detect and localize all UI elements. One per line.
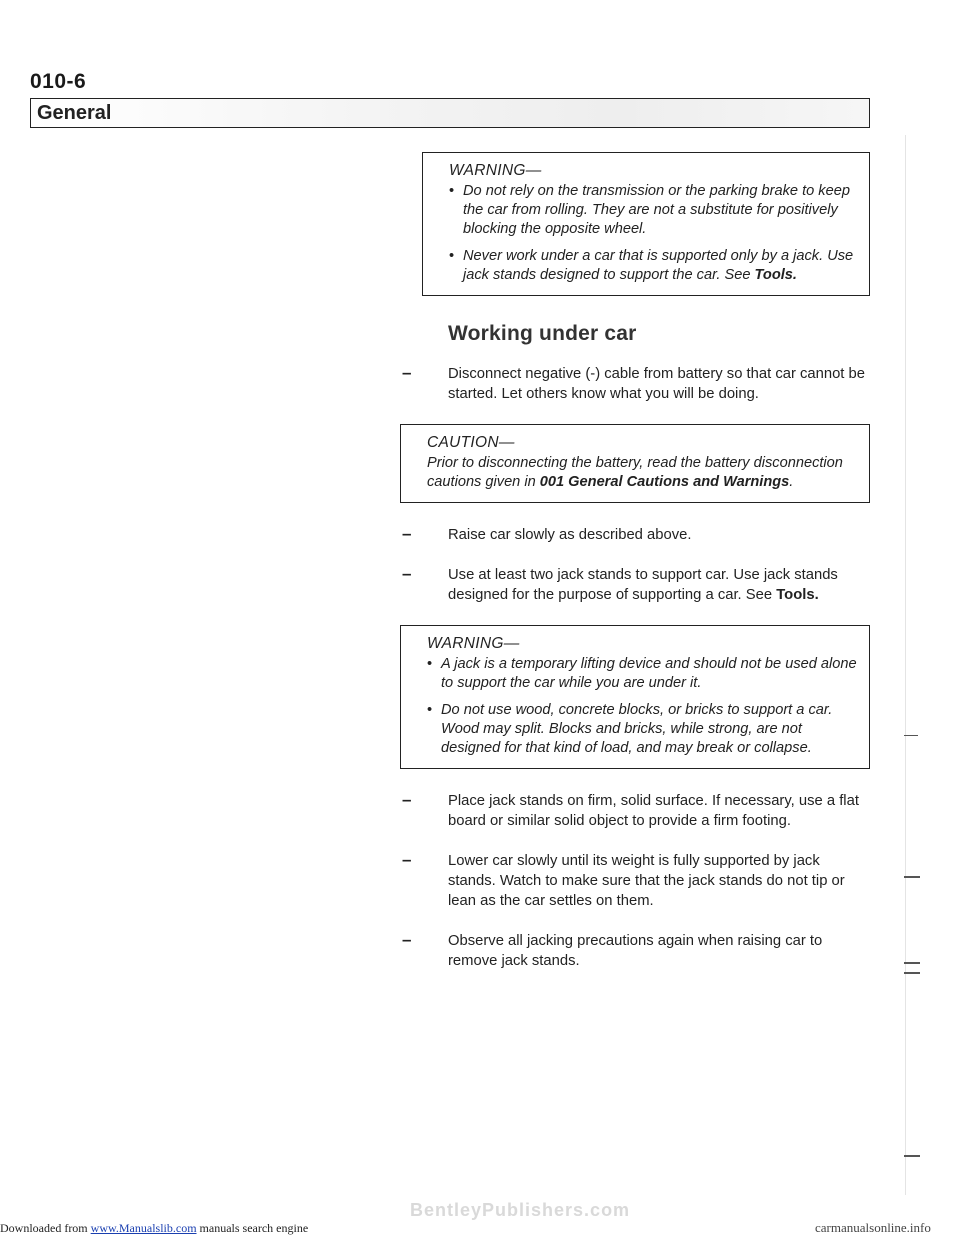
- warning-box-2: [400, 625, 870, 769]
- section-header-label: General: [37, 102, 112, 124]
- tools-reference: Tools.: [776, 587, 819, 603]
- edge-mark: [904, 962, 920, 964]
- procedure-step: – Observe all jacking precautions again when raising car to remove jack stands.: [400, 931, 870, 971]
- procedure-step: – Place jack stands on firm, solid surface. If necessary, use a flat board or similar solid object to provide a firm footing.: [400, 791, 870, 831]
- edge-mark: [904, 735, 918, 736]
- warning-bullet: • A jack is a temporary lifting device and should not be used alone to support the car while you are under it.: [441, 655, 859, 693]
- cautions-reference: 001 General Cautions and Warnings: [539, 474, 790, 490]
- section-title: Working under car: [448, 322, 637, 345]
- section-header-bar: [30, 98, 870, 128]
- warning-bullet: • Never work under a car that is supported only by a jack. Use jack stands designed to support the car. See Tools.: [463, 247, 859, 285]
- edge-mark: [904, 972, 920, 974]
- warning-list: [449, 182, 859, 285]
- procedure-step: – Lower car slowly until its weight is fully supported by jack stands. Watch to make sure that the jack stands do not tip or lean as the car settles on them.: [400, 851, 870, 911]
- procedure-step: – Use at least two jack stands to support car. Use jack stands designed for the purpose of supporting a car. See Tools.: [400, 565, 870, 605]
- warning-title: WARNING—: [449, 162, 542, 179]
- edge-mark: [904, 876, 920, 878]
- warning-list: [427, 655, 859, 758]
- warning-box-1: [422, 152, 870, 296]
- publisher-watermark: BentleyPublishers.com: [410, 1200, 631, 1220]
- caution-title: CAUTION—: [427, 434, 515, 451]
- page-content: [400, 152, 870, 991]
- warning-bullet: • Do not use wood, concrete blocks, or bricks to support a car. Wood may split. Blocks and bricks, while strong, are not designed for that kind of load, and may break or collapse.: [441, 701, 859, 758]
- caution-box: [400, 424, 870, 503]
- caution-text: Prior to disconnecting the battery, read the battery disconnection cautions given in 001 General Cautions and Warnings.: [427, 455, 843, 490]
- warning-title: WARNING—: [427, 635, 520, 652]
- manualslib-link[interactable]: www.Manualslib.com: [90, 1221, 197, 1235]
- tools-reference: Tools.: [754, 267, 797, 283]
- page-number: 010-6: [30, 70, 87, 93]
- edge-mark: [904, 1155, 920, 1157]
- procedure-step: – Raise car slowly as described above.: [400, 525, 870, 545]
- procedure-step: – Disconnect negative (-) cable from battery so that car cannot be started. Let others know what you will be doing.: [400, 364, 870, 404]
- warning-bullet: • Do not rely on the transmission or the parking brake to keep the car from rolling. They are not a substitute for positively blocking the opposite wheel.: [463, 182, 859, 239]
- edge-mark: [905, 135, 906, 1195]
- download-footer: Downloaded from www.Manualslib.com manuals search engine: [0, 1221, 309, 1235]
- site-watermark: carmanualsonline.info: [815, 1220, 931, 1235]
